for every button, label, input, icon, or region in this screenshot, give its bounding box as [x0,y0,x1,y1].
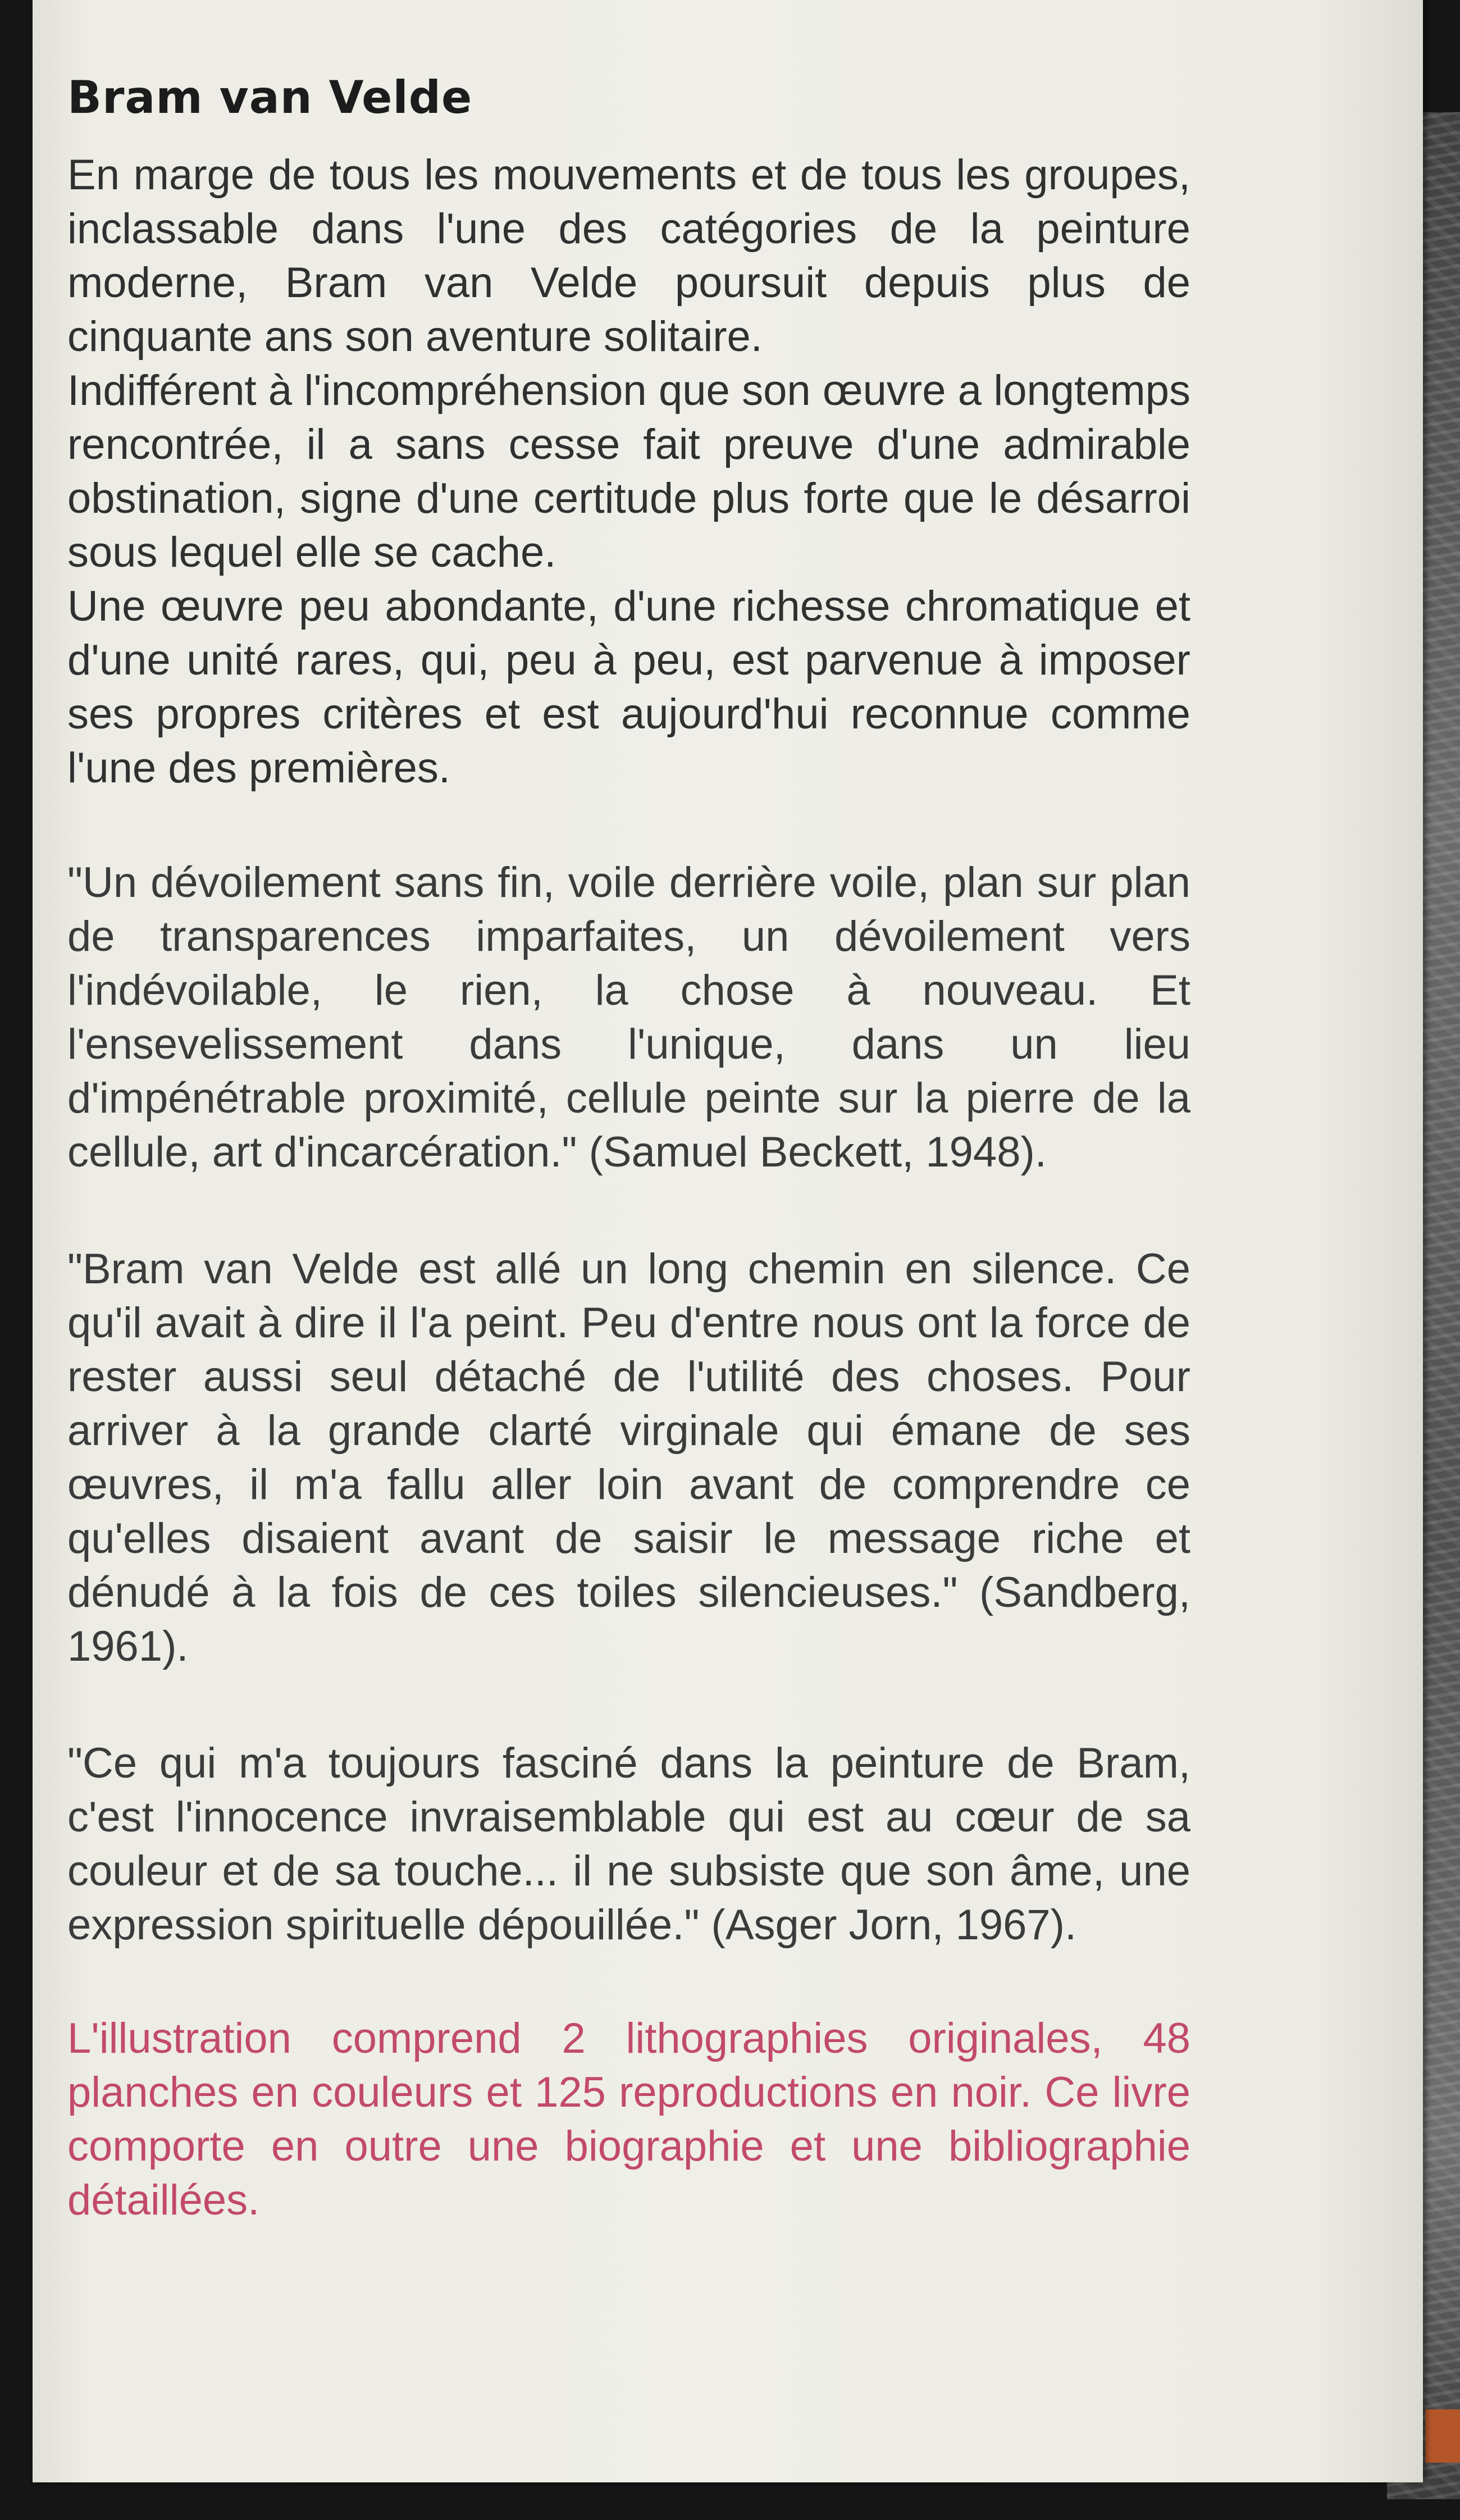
intro-paragraph-1: En marge de tous les mouvements et de tous les groupes, inclassable dans l'une des catégories de la peinture moderne, Bram van Velde poursuit depuis plus de cinquante ans son aventure solitaire. [67,151,1190,361]
quote-beckett: "Un dévoilement sans fin, voile derrière voile, plan sur plan de transparences imparfaites, un dévoilement vers l'indévoilable, le rien, la chose à nouveau. Et l'ensevelissement dans l'unique, dans un lieu d'impénétrable proximité, cellule peinte sur la pierre de la cellule, art d'incarcération." (Samuel Beckett, 1948). [67,859,1190,1176]
quote-sandberg: "Bram van Velde est allé un long chemin en silence. Ce qu'il avait à dire il l'a peint. Peu d'entre nous ont la force de rester aussi seul détaché de l'utilité des choses. Pour arriver à la grande clarté virginale qui émane de ses œuvres, il m'a fallu aller loin avant de comprendre ce qu'elles disaient avant de saisir le message riche et dénudé à la fois de ces toiles silencieuses." (Sandberg, 1961). [67,1245,1190,1670]
page-text-block [67,73,1190,2227]
illustration-note: L'illustration comprend 2 lithographies originales, 48 planches en couleurs et 125 reproductions en noir. Ce livre comporte en outre une biographie et une bibliographie détaillées. [67,2015,1190,2224]
orange-cover-edge [1425,2409,1460,2463]
quote-jorn: "Ce qui m'a toujours fasciné dans la peinture de Bram, c'est l'innocence invraisemblable qui est au cœur de sa couleur et de sa touche... il ne subsiste que son âme, une expression spirituelle dépouillée." (Asger Jorn, 1967). [67,1739,1190,1949]
intro-paragraph-3: Une œuvre peu abondante, d'une richesse chromatique et d'une unité rares, qui, peu à peu, est parvenue à imposer ses propres critères et est aujourd'hui reconnue comme l'une des premières. [67,582,1190,792]
intro-paragraph-2: Indifférent à l'incompréhension que son œuvre a longtemps rencontrée, il a sans cesse fait preuve d'une admirable obstination, signe d'une certitude plus forte que le désarroi sous lequel elle se cache. [67,367,1190,576]
book-flap-page [33,0,1423,2482]
page-title: Bram van Velde [67,71,473,124]
